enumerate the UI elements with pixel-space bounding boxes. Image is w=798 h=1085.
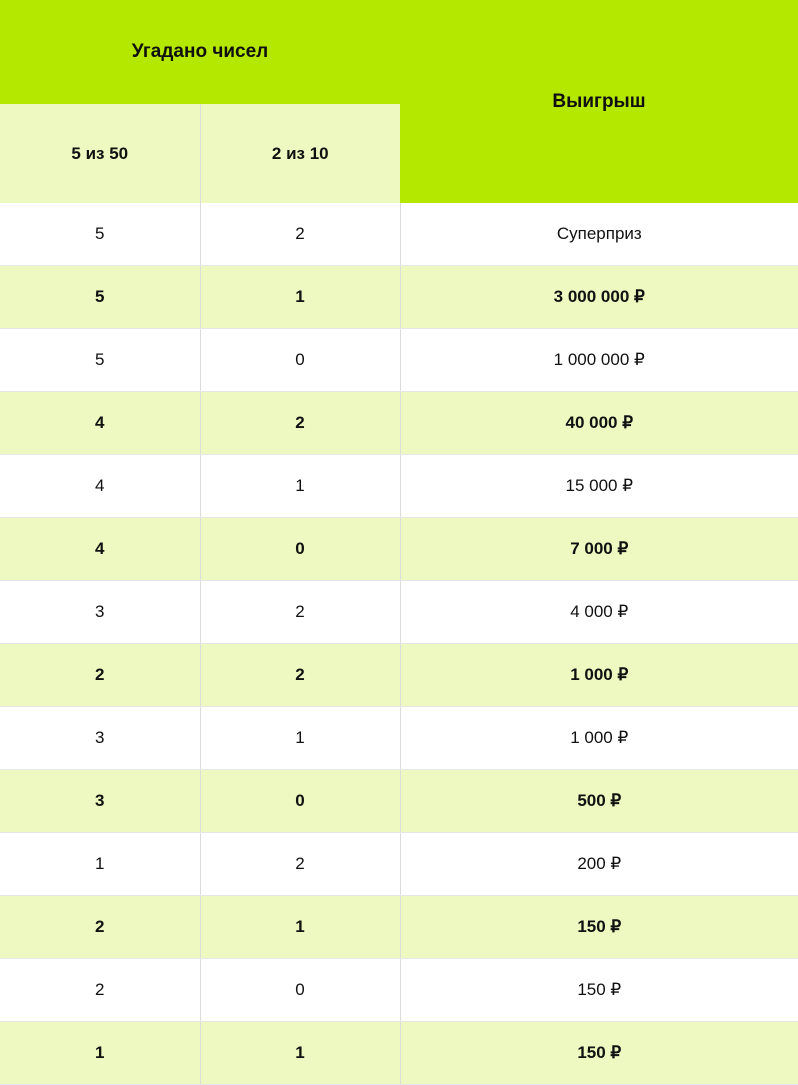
header-subcolumn-2of10: 2 из 10 (200, 104, 400, 203)
cell-extra: 0 (200, 959, 400, 1022)
table-row (0, 1022, 798, 1085)
cell-extra: 0 (200, 329, 400, 392)
cell-extra: 1 (200, 1022, 400, 1085)
cell-extra: 0 (200, 518, 400, 581)
cell-extra: 2 (200, 833, 400, 896)
cell-main: 4 (0, 455, 200, 518)
cell-prize: 150 ₽ (400, 959, 798, 1022)
header-row-top (0, 0, 798, 104)
cell-main: 3 (0, 707, 200, 770)
cell-prize: 40 000 ₽ (400, 392, 798, 455)
cell-prize: 3 000 000 ₽ (400, 266, 798, 329)
cell-prize: 500 ₽ (400, 770, 798, 833)
cell-extra: 1 (200, 896, 400, 959)
header-prize: Выигрыш (400, 0, 798, 203)
cell-prize: 15 000 ₽ (400, 455, 798, 518)
cell-main: 4 (0, 518, 200, 581)
cell-main: 3 (0, 581, 200, 644)
table-row (0, 833, 798, 896)
cell-prize: 200 ₽ (400, 833, 798, 896)
cell-extra: 2 (200, 581, 400, 644)
cell-prize: 150 ₽ (400, 896, 798, 959)
cell-extra: 2 (200, 203, 400, 266)
table-row (0, 896, 798, 959)
cell-main: 5 (0, 266, 200, 329)
table-row (0, 581, 798, 644)
table-row (0, 770, 798, 833)
cell-extra: 1 (200, 455, 400, 518)
cell-extra: 0 (200, 770, 400, 833)
table-row (0, 707, 798, 770)
cell-main: 2 (0, 959, 200, 1022)
cell-main: 2 (0, 896, 200, 959)
table-row (0, 392, 798, 455)
cell-prize: 1 000 ₽ (400, 707, 798, 770)
cell-prize: Суперприз (400, 203, 798, 266)
cell-main: 5 (0, 329, 200, 392)
table-header (0, 0, 798, 203)
table-body (0, 203, 798, 1085)
table-row (0, 959, 798, 1022)
cell-prize: 1 000 ₽ (400, 644, 798, 707)
cell-main: 5 (0, 203, 200, 266)
table-row (0, 455, 798, 518)
cell-main: 3 (0, 770, 200, 833)
cell-prize: 1 000 000 ₽ (400, 329, 798, 392)
header-subcolumn-5of50: 5 из 50 (0, 104, 200, 203)
table-row (0, 203, 798, 266)
table-row (0, 518, 798, 581)
cell-extra: 1 (200, 707, 400, 770)
cell-extra: 2 (200, 392, 400, 455)
table-row (0, 644, 798, 707)
cell-main: 2 (0, 644, 200, 707)
cell-main: 4 (0, 392, 200, 455)
header-guessed-numbers: Угадано чисел (0, 0, 400, 104)
table-row (0, 266, 798, 329)
cell-prize: 7 000 ₽ (400, 518, 798, 581)
cell-extra: 2 (200, 644, 400, 707)
cell-main: 1 (0, 833, 200, 896)
table-row (0, 329, 798, 392)
cell-main: 1 (0, 1022, 200, 1085)
cell-prize: 150 ₽ (400, 1022, 798, 1085)
cell-prize: 4 000 ₽ (400, 581, 798, 644)
cell-extra: 1 (200, 266, 400, 329)
